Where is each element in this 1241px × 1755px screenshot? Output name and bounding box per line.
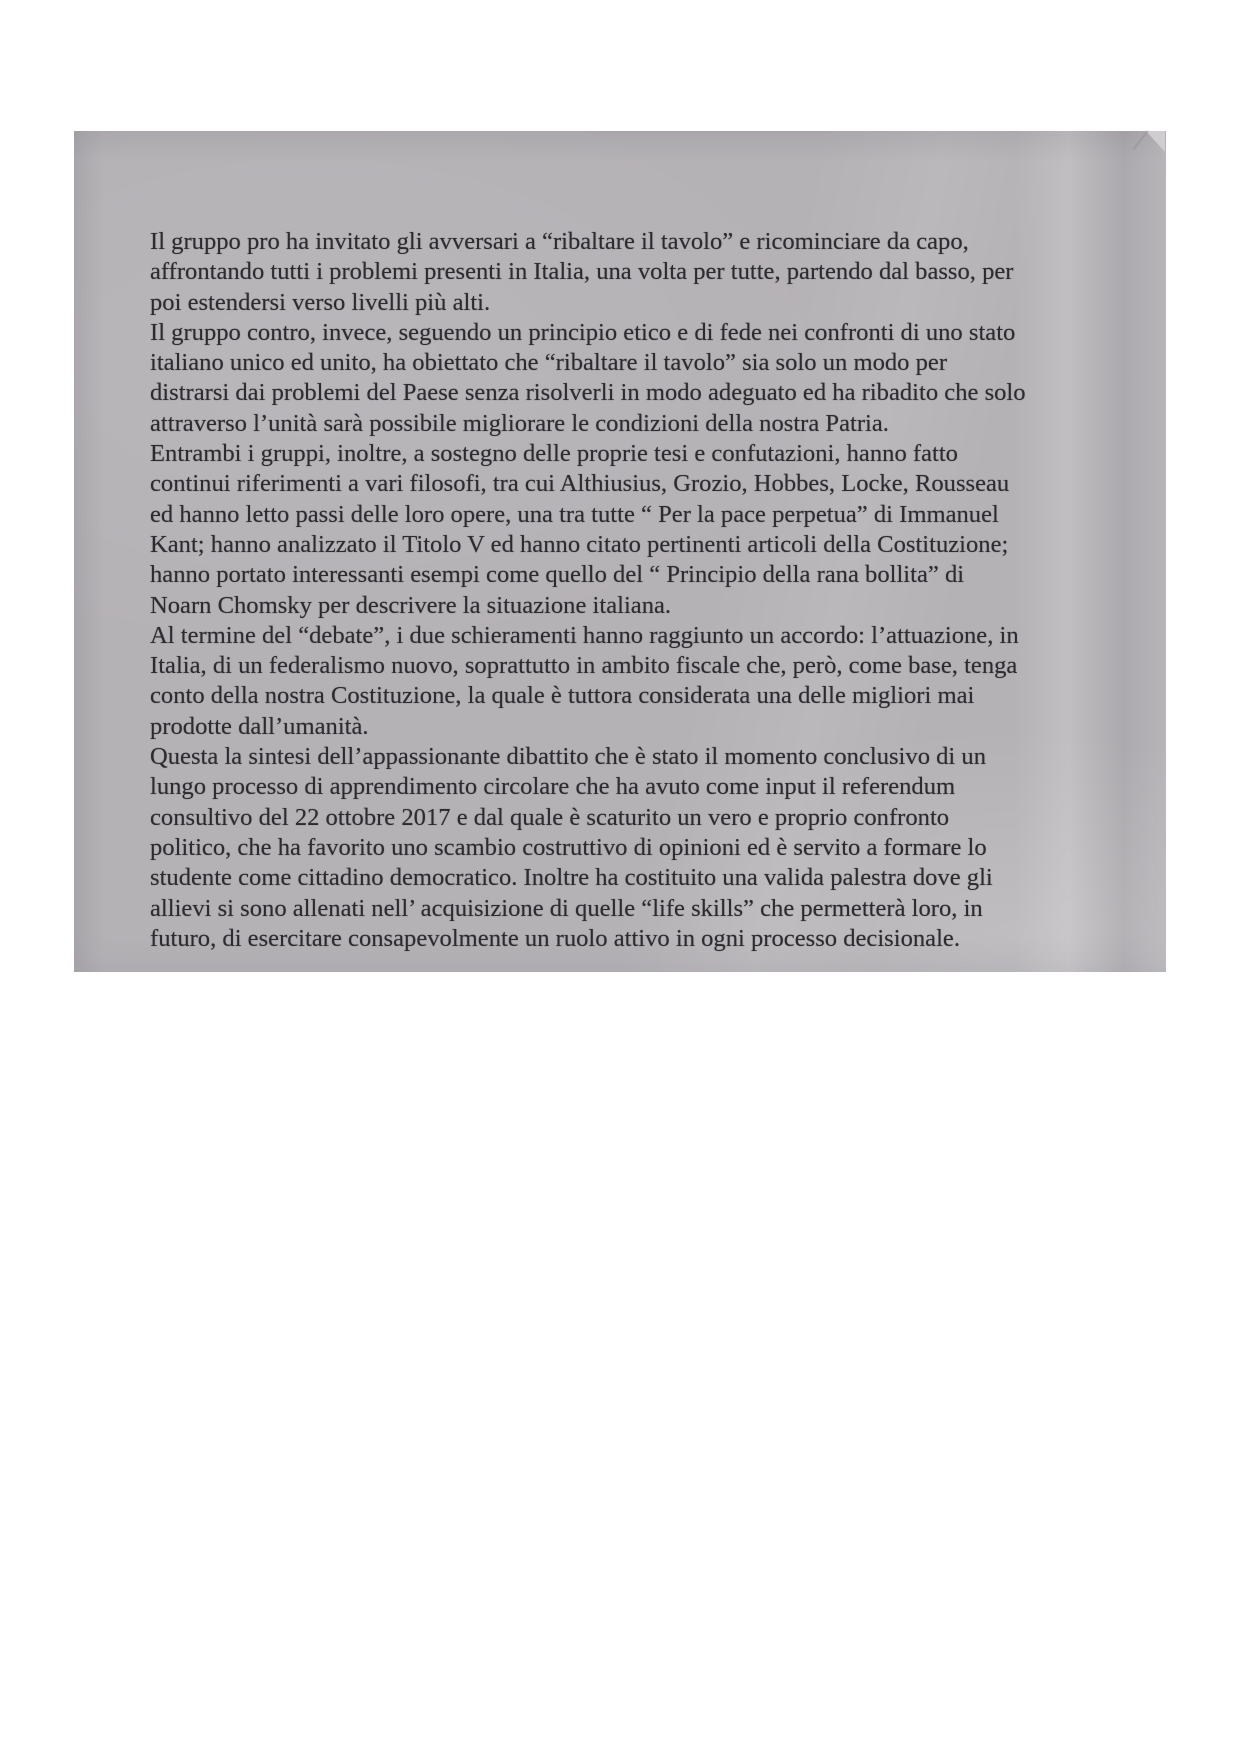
text-line: consultivo del 22 ottobre 2017 e dal quale è scaturito un vero e proprio confronto xyxy=(150,803,950,831)
text-line: Il gruppo contro, invece, seguendo un principio etico e di fede nei confronti di uno stato xyxy=(150,318,1016,346)
text-line: continui riferimenti a vari filosofi, tra cui Althiusius, Grozio, Hobbes, Locke, Rousseau xyxy=(150,470,1010,498)
text-line: lungo processo di apprendimento circolare che ha avuto come input il referendum xyxy=(150,773,956,801)
text-line: attraverso l’unità sarà possibile migliorare le condizioni della nostra Patria. xyxy=(150,409,889,437)
text-line: ed hanno letto passi delle loro opere, una tra tutte “ Per la pace perpetua” di Immanuel xyxy=(150,500,999,528)
text-line: Noarn Chomsky per descrivere la situazione italiana. xyxy=(150,591,672,619)
text-line: Il gruppo pro ha invitato gli avversari a “ribaltare il tavolo” e ricominciare da capo, xyxy=(150,228,969,255)
paper-corner-fold xyxy=(1146,131,1165,152)
text-line: futuro, di esercitare consapevolmente un ruolo attivo in ogni processo decisionale. xyxy=(150,924,960,952)
text-line: conto della nostra Costituzione, la quale è tuttora considerata una delle migliori mai xyxy=(150,682,975,710)
text-line: Italia, di un federalismo nuovo, soprattutto in ambito fiscale che, però, come base, tenga xyxy=(150,652,1018,680)
text-line: distrarsi dai problemi del Paese senza risolverli in modo adeguato ed ha ribadito che solo xyxy=(150,379,1026,407)
text-line: studente come cittadino democratico. Inoltre ha costituito una valida palestra dove gli xyxy=(150,864,993,892)
text-line: Al termine del “debate”, i due schieramenti hanno raggiunto un accordo: l’attuazione, in xyxy=(150,621,1019,649)
text-line: allievi si sono allenati nell’ acquisizione di quelle “life skills” che permetterà loro, in xyxy=(150,894,983,922)
document-text xyxy=(150,227,1150,954)
text-line: hanno portato interessanti esempi come quello del “ Principio della rana bollita” di xyxy=(150,561,965,589)
scanned-document-page xyxy=(74,131,1166,972)
text-line: Kant; hanno analizzato il Titolo V ed hanno citato pertinenti articoli della Costituzione; xyxy=(150,530,1009,558)
text-line: prodotte dall’umanità. xyxy=(150,712,369,740)
text-line: Entrambi i gruppi, inoltre, a sostegno delle proprie tesi e confutazioni, hanno fatto xyxy=(150,440,958,468)
text-line: italiano unico ed unito, ha obiettato che “ribaltare il tavolo” sia solo un modo per xyxy=(150,349,948,377)
text-line: Questa la sintesi dell’appassionante dibattito che è stato il momento conclusivo di un xyxy=(150,743,987,771)
text-line: poi estendersi verso livelli più alti. xyxy=(150,288,491,316)
text-line: politico, che ha favorito uno scambio costruttivo di opinioni ed è servito a formare lo xyxy=(150,833,987,861)
text-line: affrontando tutti i problemi presenti in Italia, una volta per tutte, partendo dal basso, per xyxy=(150,258,1014,286)
